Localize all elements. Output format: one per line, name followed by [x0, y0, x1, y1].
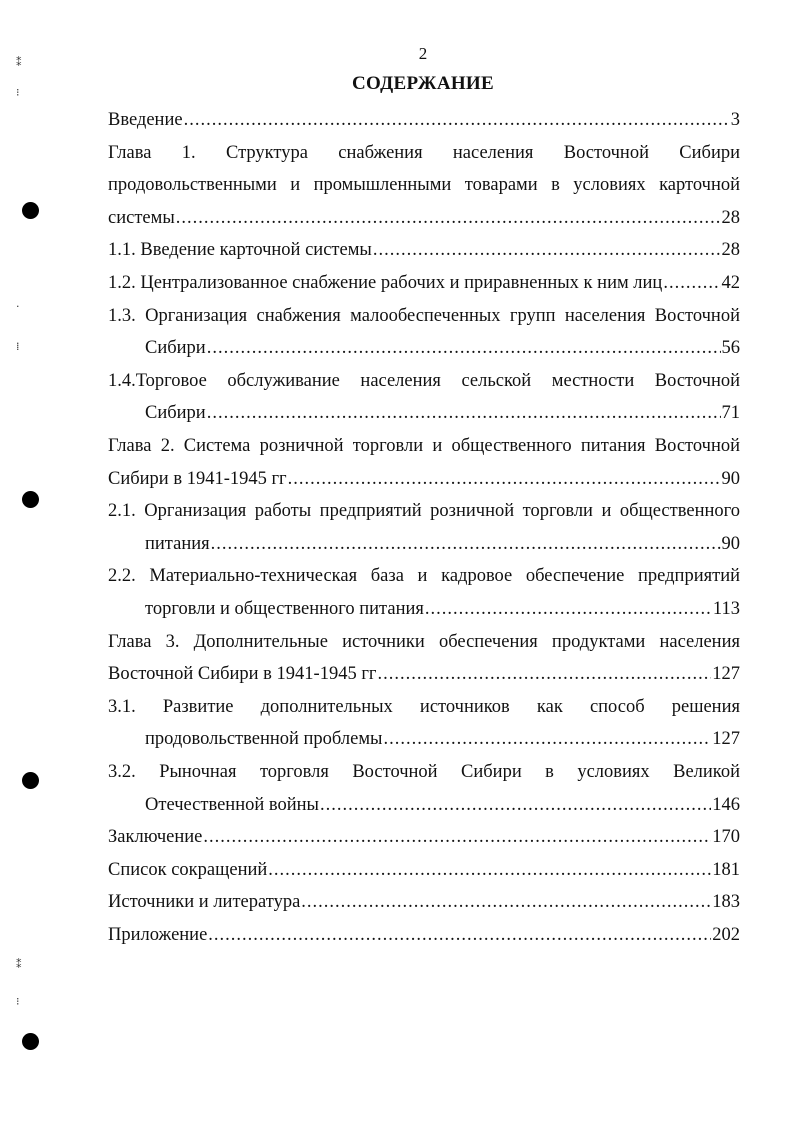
scan-speck-icon: ⁝ [16, 995, 20, 1008]
toc-line [145, 793, 740, 817]
toc-page-number: 127 [712, 729, 740, 749]
scan-speck-icon: ⁑ [16, 958, 22, 971]
toc-entry-title: Список сокращений [108, 860, 268, 880]
page-title: СОДЕРЖАНИЕ [352, 73, 494, 94]
toc-page-number: 127 [712, 664, 740, 684]
punch-hole-icon [22, 772, 39, 789]
toc-line: 2.2. Материально-техническая база и кадровое обеспечение предприятий [108, 566, 740, 586]
toc-entry-title: Сибири [145, 403, 206, 423]
toc-page-number: 183 [712, 892, 740, 912]
toc-entry-title: торговли и общественного питания [145, 599, 424, 619]
punch-hole-icon [22, 202, 39, 219]
dot-leader [208, 923, 711, 947]
toc-line: Глава 2. Система розничной торговли и общественного питания Восточной [108, 436, 740, 456]
toc-line: 2.1. Организация работы предприятий розничной торговли и общественного [108, 501, 740, 521]
toc-line [108, 890, 740, 914]
toc-page-number: 113 [712, 599, 740, 619]
dot-leader [425, 597, 712, 621]
toc-line [108, 858, 740, 882]
punch-hole-icon [22, 491, 39, 508]
scan-speck-icon: ⁑ [16, 56, 22, 69]
toc-entry-title: 1.2. Централизованное снабжение рабочих и приравненных к ним лиц [108, 273, 663, 293]
dot-leader [203, 825, 711, 849]
dot-leader [288, 467, 721, 491]
dot-leader [184, 108, 730, 132]
dot-leader [268, 858, 711, 882]
toc-entry-title: Сибири в 1941-1945 гг [108, 469, 287, 489]
toc-line [108, 825, 740, 849]
toc-line [108, 923, 740, 947]
toc-entry-title: продовольственной проблемы [145, 729, 383, 749]
toc-line [108, 108, 740, 132]
toc-line [108, 662, 740, 686]
toc-entry-title: Введение [108, 110, 183, 130]
toc-page-number: 28 [721, 208, 740, 228]
dot-leader [301, 890, 711, 914]
toc-page-number: 202 [712, 925, 740, 945]
toc-line: продовольственными и промышленными товарами в условиях карточной [108, 175, 740, 195]
toc-page-number: 3 [730, 110, 740, 130]
scan-speck-icon: ⁞ [16, 340, 20, 353]
toc-line [145, 532, 740, 556]
toc-entry-title: Отечественной войны [145, 795, 319, 815]
toc-page-number: 90 [721, 534, 740, 554]
dot-leader [176, 206, 721, 230]
toc-page-number: 181 [712, 860, 740, 880]
punch-hole-icon [22, 1033, 39, 1050]
toc-line [108, 467, 740, 491]
toc-entry-title: Сибири [145, 338, 206, 358]
dot-leader [211, 532, 721, 556]
toc-entry-title: Заключение [108, 827, 203, 847]
dot-leader [320, 793, 711, 817]
toc-page-number: 90 [721, 469, 740, 489]
dot-leader [378, 662, 712, 686]
dot-leader [663, 271, 720, 295]
dot-leader [207, 401, 721, 425]
toc-line: Глава 3. Дополнительные источники обеспечения продуктами населения [108, 632, 740, 652]
toc-line [145, 336, 740, 360]
toc-line: 3.2. Рыночная торговля Восточной Сибири в условиях Великой [108, 762, 740, 782]
toc-entry-title: Приложение [108, 925, 208, 945]
toc-entry-title: Восточной Сибири в 1941-1945 гг [108, 664, 377, 684]
dot-leader [383, 727, 711, 751]
toc-entry-title: 1.1. Введение карточной системы [108, 240, 372, 260]
toc-page-number: 170 [712, 827, 740, 847]
page-number: 2 [418, 44, 428, 63]
toc-page-number: 71 [721, 403, 740, 423]
toc-page-number: 28 [721, 240, 740, 260]
toc-line [145, 401, 740, 425]
dot-leader [373, 238, 721, 262]
toc-line [108, 271, 740, 295]
toc-line [108, 238, 740, 262]
toc-line [108, 206, 740, 230]
toc-line [145, 597, 740, 621]
toc-line: 1.3. Организация снабжения малообеспеченных групп населения Восточной [108, 306, 740, 326]
toc-entry-title: Источники и литература [108, 892, 301, 912]
scan-speck-icon: ⁝ [16, 86, 20, 99]
toc-page-number: 42 [721, 273, 740, 293]
toc-page-number: 146 [712, 795, 740, 815]
scan-speck-icon: · [16, 300, 20, 313]
toc-line: 3.1. Развитие дополнительных источников как способ решения [108, 697, 740, 717]
toc-line: Глава 1. Структура снабжения населения Восточной Сибири [108, 143, 740, 163]
toc-entry-title: системы [108, 208, 175, 228]
dot-leader [207, 336, 721, 360]
toc-page-number: 56 [721, 338, 740, 358]
toc-line [145, 727, 740, 751]
toc-entry-title: питания [145, 534, 210, 554]
toc-line: 1.4.Торговое обслуживание населения сельской местности Восточной [108, 371, 740, 391]
